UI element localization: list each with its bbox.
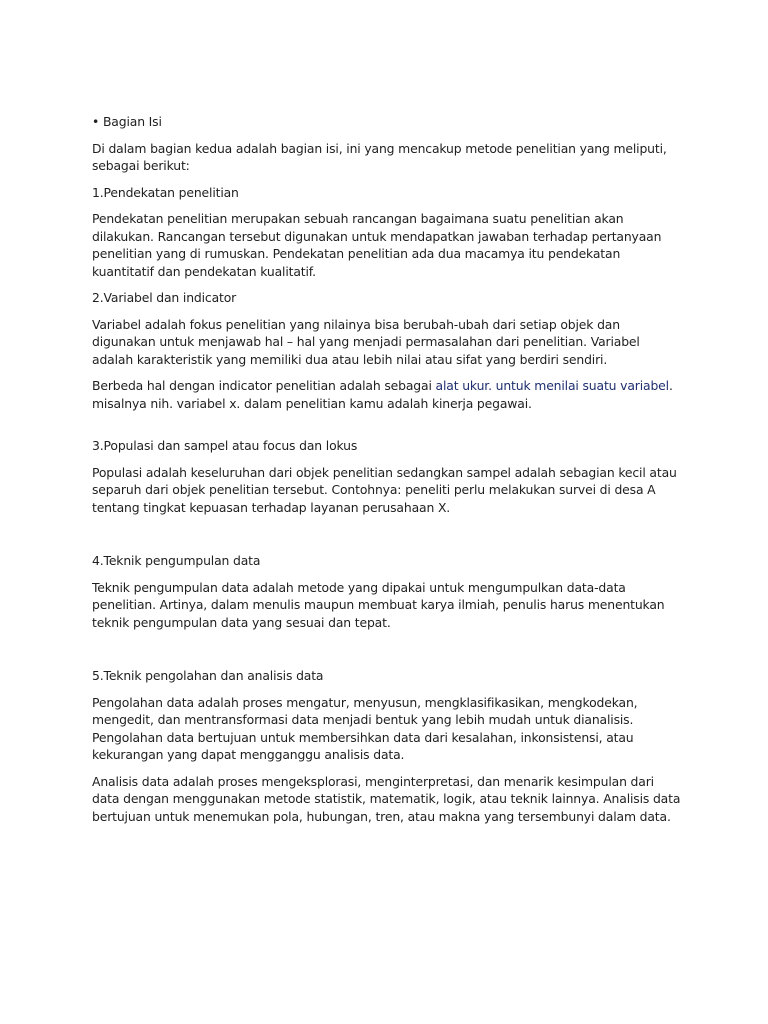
indicator-text-before: Berbeda hal dengan indicator penelitian adalah sebagai <box>92 378 436 393</box>
heading-teknik-pengumpulan-data: 4.Teknik pengumpulan data <box>92 553 261 568</box>
heading-populasi-dan-sampel: 3.Populasi dan sampel atau focus dan lokus <box>92 438 358 453</box>
paragraph-indicator <box>92 377 682 412</box>
heading-pendekatan-penelitian: 1.Pendekatan penelitian <box>92 184 239 200</box>
section-title: • Bagian Isi <box>92 114 162 129</box>
paragraph-variabel: Variabel adalah fokus penelitian yang nilainya bisa berubah-ubah dari setiap objek dan digunakan untuk menjawab hal – hal yang menjadi permasalahan dari penelitian. Variabel adalah karakteristik yang memiliki dua atau lebih nilai atau sifat yang berdiri sendiri. <box>92 316 640 367</box>
paragraph-pengolahan-data: Pengolahan data adalah proses mengatur, menyusun, mengklasifikasikan, mengkodekan, mengedit, dan mentransformasi data menjadi bentuk yang lebih mudah untuk dianalisis. Pengolahan data bertujuan untuk membersihkan data dari kesalahan, inkonsistensi, atau kekurangan yang dapat mengganggu analisis data. <box>92 694 638 762</box>
indicator-link[interactable]: alat ukur. untuk menilai suatu variabel <box>435 378 669 393</box>
heading-variabel-dan-indicator: 2.Variabel dan indicator <box>92 290 237 305</box>
indicator-text-after: . misalnya nih. variabel x. dalam penelitian kamu adalah kinerja pegawai. <box>92 378 673 411</box>
paragraph-analisis-data: Analisis data adalah proses mengeksplorasi, menginterpretasi, dan menarik kesimpulan dari data dengan menggunakan metode statistik, matematik, logik, atau teknik lainnya. Analisis data bertujuan untuk menemukan pola, hubungan, tren, atau makna yang tersembunyi dalam data. <box>92 773 681 824</box>
heading-teknik-pengolahan-data: 5.Teknik pengolahan dan analisis data <box>92 668 324 683</box>
paragraph-populasi-dan-sampel: Populasi adalah keseluruhan dari objek penelitian sedangkan sampel adalah sebagian kecil atau separuh dari objek penelitian tersebut. Contohnya: peneliti perlu melakukan survei di desa A tentang tingkat kepuasan terhadap layanan perusahaan X. <box>92 464 677 515</box>
paragraph-pendekatan-penelitian: Pendekatan penelitian merupakan sebuah rancangan bagaimana suatu penelitian akan dilakukan. Rancangan tersebut digunakan untuk mendapatkan jawaban terhadap pertanyaan penelitian yang di rumuskan. Pendekatan penelitian ada dua macamya itu pendekatan kuantitatif dan pendekatan kualitatif. <box>92 211 662 279</box>
document-page <box>92 113 682 834</box>
paragraph-teknik-pengumpulan-data: Teknik pengumpulan data adalah metode yang dipakai untuk mengumpulkan data-data penelitian. Artinya, dalam menulis maupun membuat karya ilmiah, penulis harus menentukan teknik pengumpulan data yang sesuai dan tepat. <box>92 579 665 630</box>
intro-paragraph: Di dalam bagian kedua adalah bagian isi, ini yang mencakup metode penelitian yang meliputi, sebagai berikut: <box>92 140 667 173</box>
